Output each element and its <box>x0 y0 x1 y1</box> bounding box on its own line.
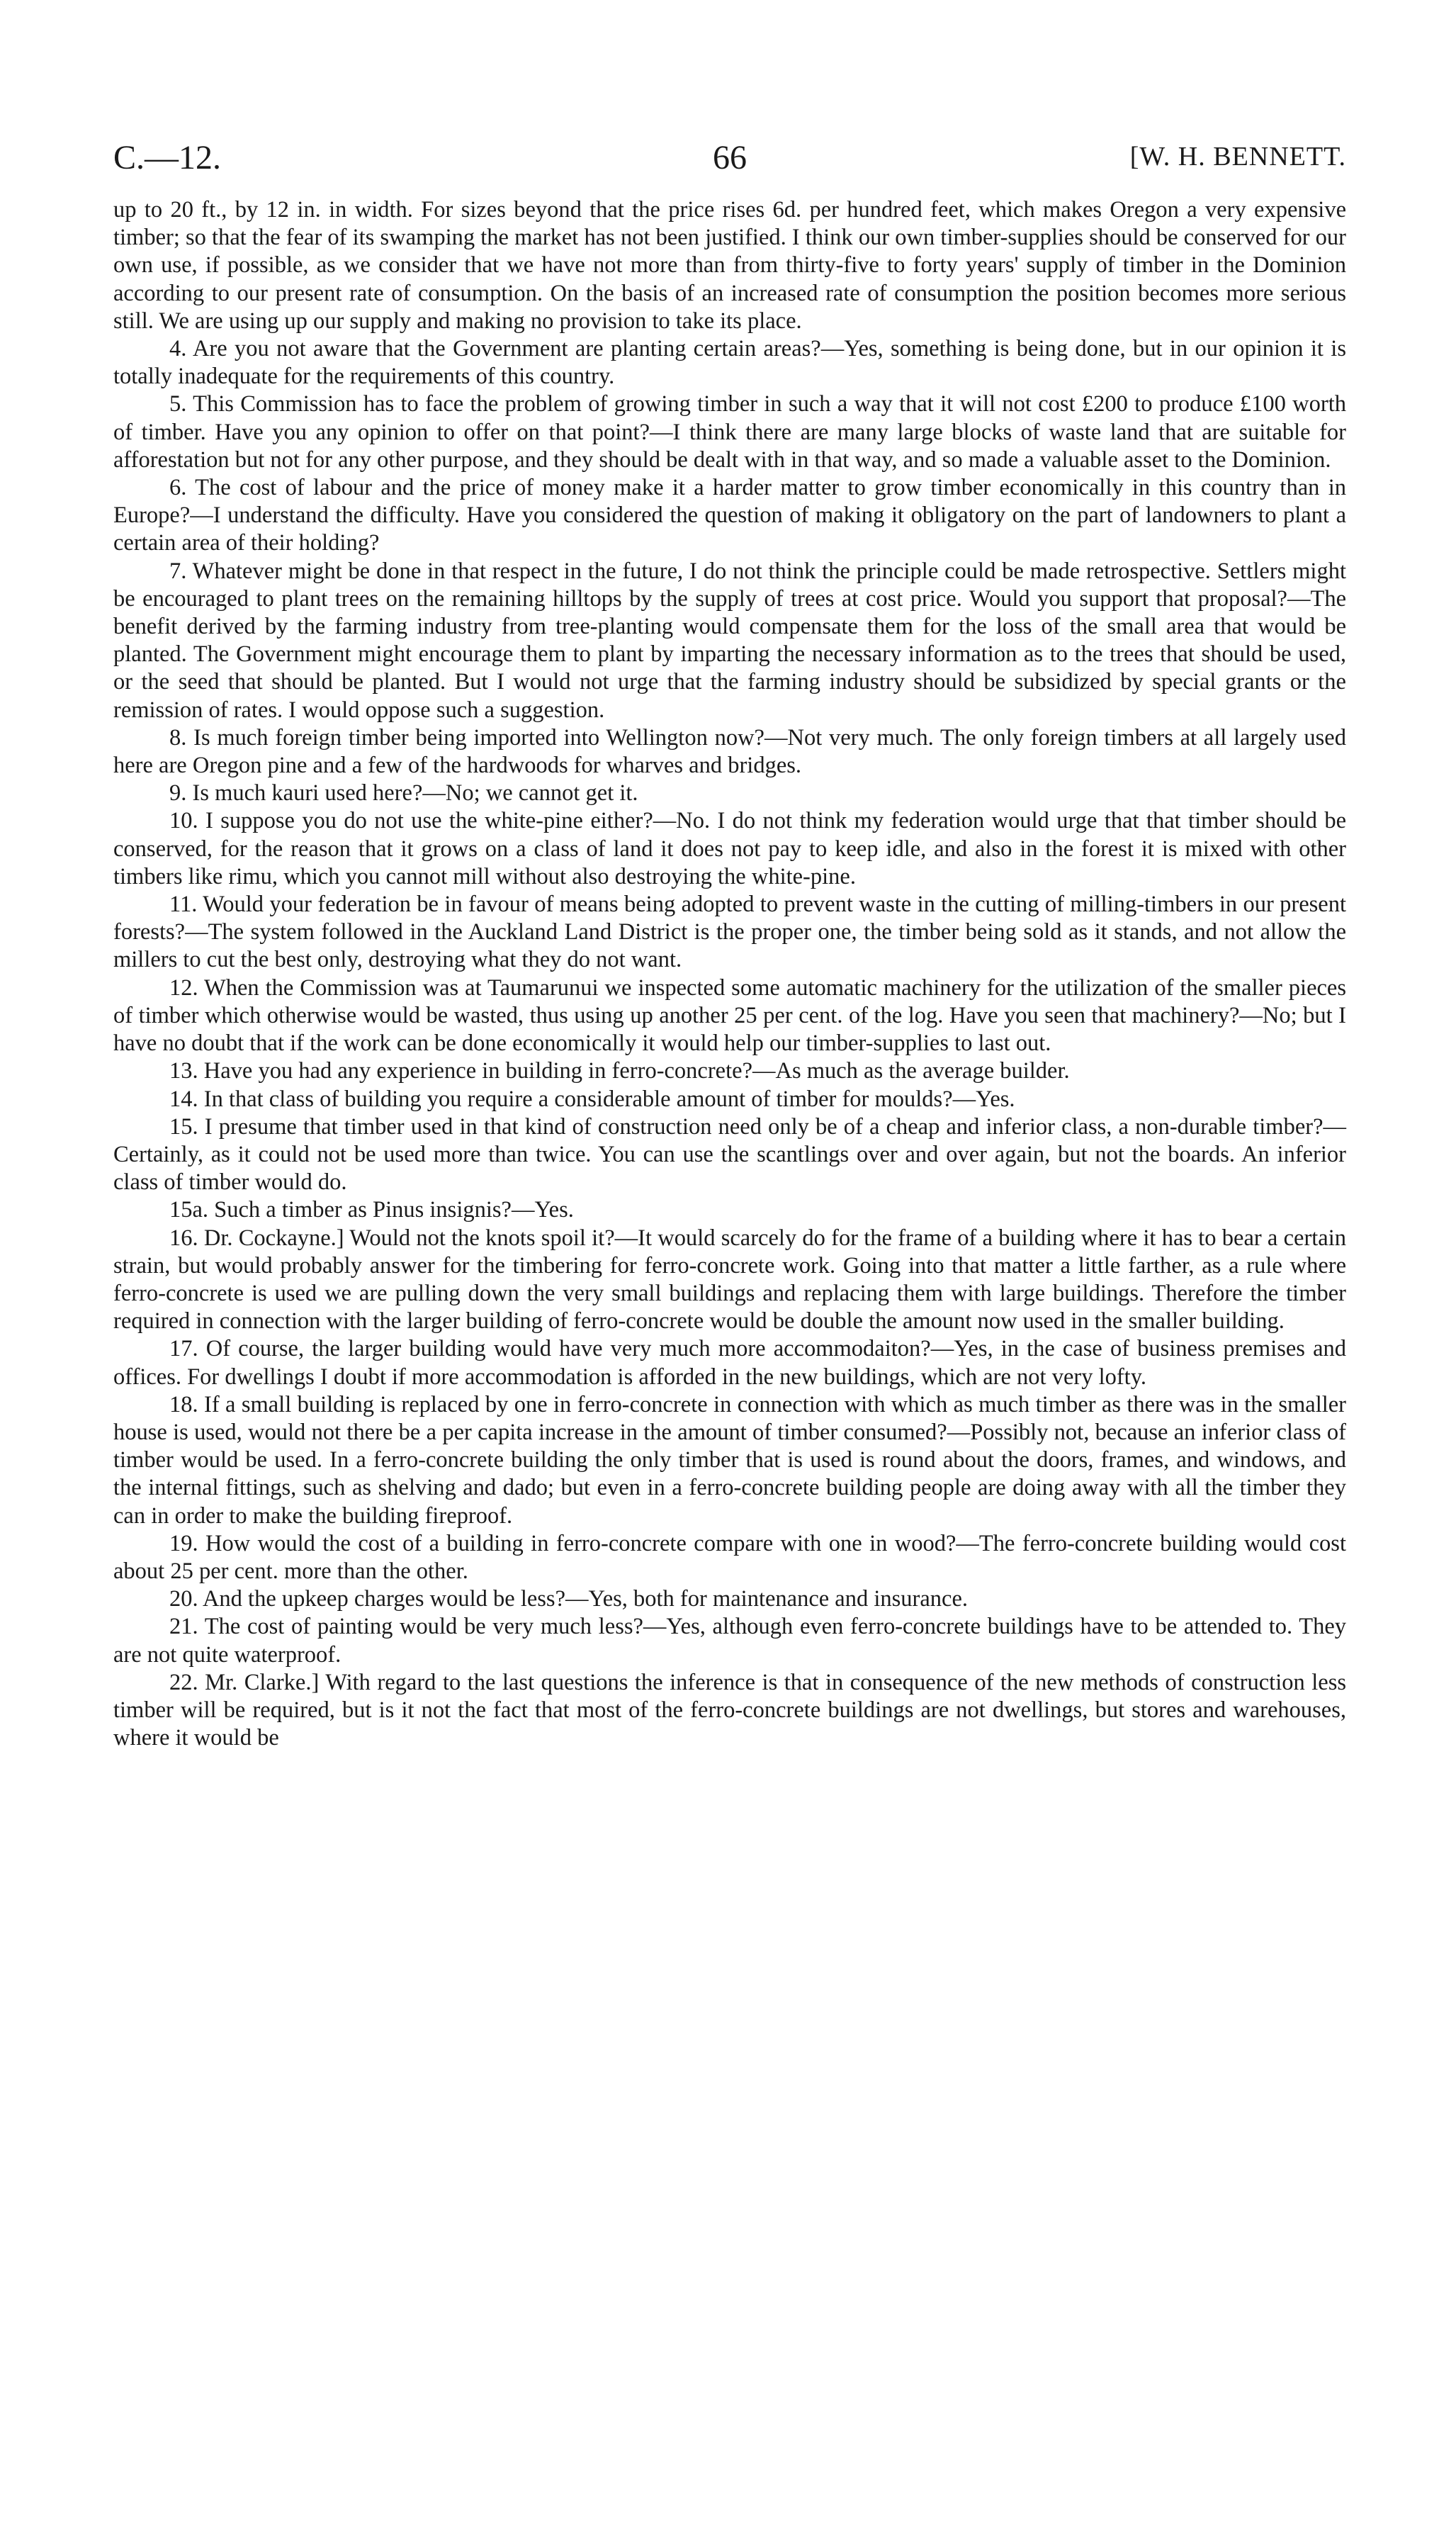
paragraph-19: 19. How would the cost of a building in ferro-concrete compare with one in wood?—The ferro-concrete building would cost about 25 per cent. more than the other. <box>113 1530 1346 1584</box>
document-page <box>113 138 1346 1752</box>
paragraph-18: 18. If a small building is replaced by one in ferro-concrete in connection with which as much timber as there was in the smaller house is used, would not there be a per capita increase in the amount of timber consumed?—Possibly not, because an inferior class of timber would be used. In a ferro-concrete building the only timber that is used is round about the doors, frames, and windows, and the internal fittings, such as shelving and dado; but even in a ferro-concrete building people are doing away with all the timber they can in order to make the building fireproof. <box>113 1391 1346 1529</box>
paragraph-22: 22. Mr. Clarke.] With regard to the last questions the inference is that in consequence of the new methods of construction less timber will be required, but is it not the fact that most of the ferro-concrete buildings are not dwellings, but stores and warehouses, where it would be <box>113 1669 1346 1751</box>
paragraph-5: 5. This Commission has to face the problem of growing timber in such a way that it will not cost £200 to produce £100 worth of timber. Have you any opinion to offer on that point?—I think there are many large blocks of waste land that are suitable for afforestation but not for any other purpose, and they should be dealt with in that way, and so made a valuable asset to the Dominion. <box>113 391 1346 473</box>
paragraph-17: 17. Of course, the larger building would have very much more accommodaiton?—Yes, in the case of business premises and offices. For dwellings I doubt if more accommodation is afforded in the new buildings, which are not very lofty. <box>113 1336 1346 1390</box>
paragraph-14: 14. In that class of building you require a considerable amount of timber for moulds?—Yes. <box>169 1086 1015 1112</box>
paragraph-6: 6. The cost of labour and the price of money make it a harder matter to grow timber economically in this country than in Europe?—I understand the difficulty. Have you considered the question of making it obligatory on the part of landowners to plant a certain area of their holding? <box>113 475 1346 556</box>
paragraph-12: 12. When the Commission was at Taumarunui we inspected some automatic machinery for the utilization of the smaller pieces of timber which otherwise would be wasted, thus using up another 25 per cent. of the log. Have you seen that machinery?—No; but I have no doubt that if the work can be done economically it would help our timber-supplies to last out. <box>113 974 1346 1057</box>
paragraph-21: 21. The cost of painting would be very much less?—Yes, although even ferro-concrete buildings have to be attended to. They are not quite waterproof. <box>113 1614 1346 1668</box>
paragraph-continuation: up to 20 ft., by 12 in. in width. For sizes beyond that the price rises 6d. per hundred feet, which makes Oregon a very expensive timber; so that the fear of its swamping the market has not been justified. I think our own timber-supplies should be conserved for our own use, if possible, as we consider that we have not more than from thirty-five to forty years' supply of timber in the Dominion according to our present rate of consumption. On the basis of an increased rate of consumption the position becomes more serious still. We are using up our supply and making no provision to take its place. <box>113 197 1346 334</box>
page-header <box>113 138 1346 181</box>
page-number: 66 <box>713 139 747 176</box>
paragraph-11: 11. Would your federation be in favour of means being adopted to prevent waste in the cutting of milling-timbers in our present forests?—The system followed in the Auckland Land District is the proper one, the timber being sold as it stands, and not allow the millers to cut the best only, destroying what they do not want. <box>113 892 1346 973</box>
paragraph-15a: 15a. Such a timber as Pinus insignis?—Yes. <box>169 1197 574 1223</box>
paragraph-9: 9. Is much kauri used here?—No; we cannot get it. <box>169 780 638 807</box>
paragraph-8: 8. Is much foreign timber being imported into Wellington now?—Not very much. The only foreign timbers at all largely used here are Oregon pine and a few of the hardwoods for wharves and bridges. <box>113 724 1346 779</box>
paragraph-4: 4. Are you not aware that the Government are planting certain areas?—Yes, something is being done, but in our opinion it is totally inadequate for the requirements of this country. <box>113 336 1346 390</box>
paragraph-20: 20. And the upkeep charges would be less?—Yes, both for maintenance and insurance. <box>169 1586 968 1612</box>
document-code: C.—12. <box>113 139 222 176</box>
witness-name: [W. H. BENNETT. <box>1129 142 1346 172</box>
paragraph-13: 13. Have you had any experience in building in ferro-concrete?—As much as the average builder. <box>169 1058 1070 1084</box>
paragraph-7: 7. Whatever might be done in that respect in the future, I do not think the principle could be made retrospective. Settlers might be encouraged to plant trees on the remaining hilltops by the supply of trees at cost price. Would you support that proposal?—The benefit derived by the farming industry from tree-planting would compensate them for the loss of the small area that would be planted. The Government might encourage them to plant by imparting the necessary information as to the trees that should be used, or the seed that should be planted. But I would not urge that the farming industry should be subsidized by special grants or the remission of rates. I would oppose such a suggestion. <box>113 558 1346 723</box>
paragraph-10: 10. I suppose you do not use the white-pine either?—No. I do not think my federation would urge that that timber should be conserved, for the reason that it grows on a class of land it does not pay to keep idle, and also in the forest it is mixed with other timbers like rimu, which you cannot mill without also destroying the white-pine. <box>113 808 1346 889</box>
body-text <box>113 196 1346 1752</box>
paragraph-16: 16. Dr. Cockayne.] Would not the knots spoil it?—It would scarcely do for the frame of a building where it has to bear a certain strain, but would probably answer for the timbering for ferro-concrete work. Going into that matter a little farther, as a rule where ferro-concrete is used we are pulling down the very small buildings and replacing them with large buildings. Therefore the timber required in connection with the larger building of ferro-concrete would be double the amount now used in the smaller building. <box>113 1225 1346 1335</box>
paragraph-15: 15. I presume that timber used in that kind of construction need only be of a cheap and inferior class, a non-durable timber?—Certainly, as it could not be used more than twice. You can use the scantlings over and over again, but not the boards. An inferior class of timber would do. <box>113 1113 1346 1196</box>
